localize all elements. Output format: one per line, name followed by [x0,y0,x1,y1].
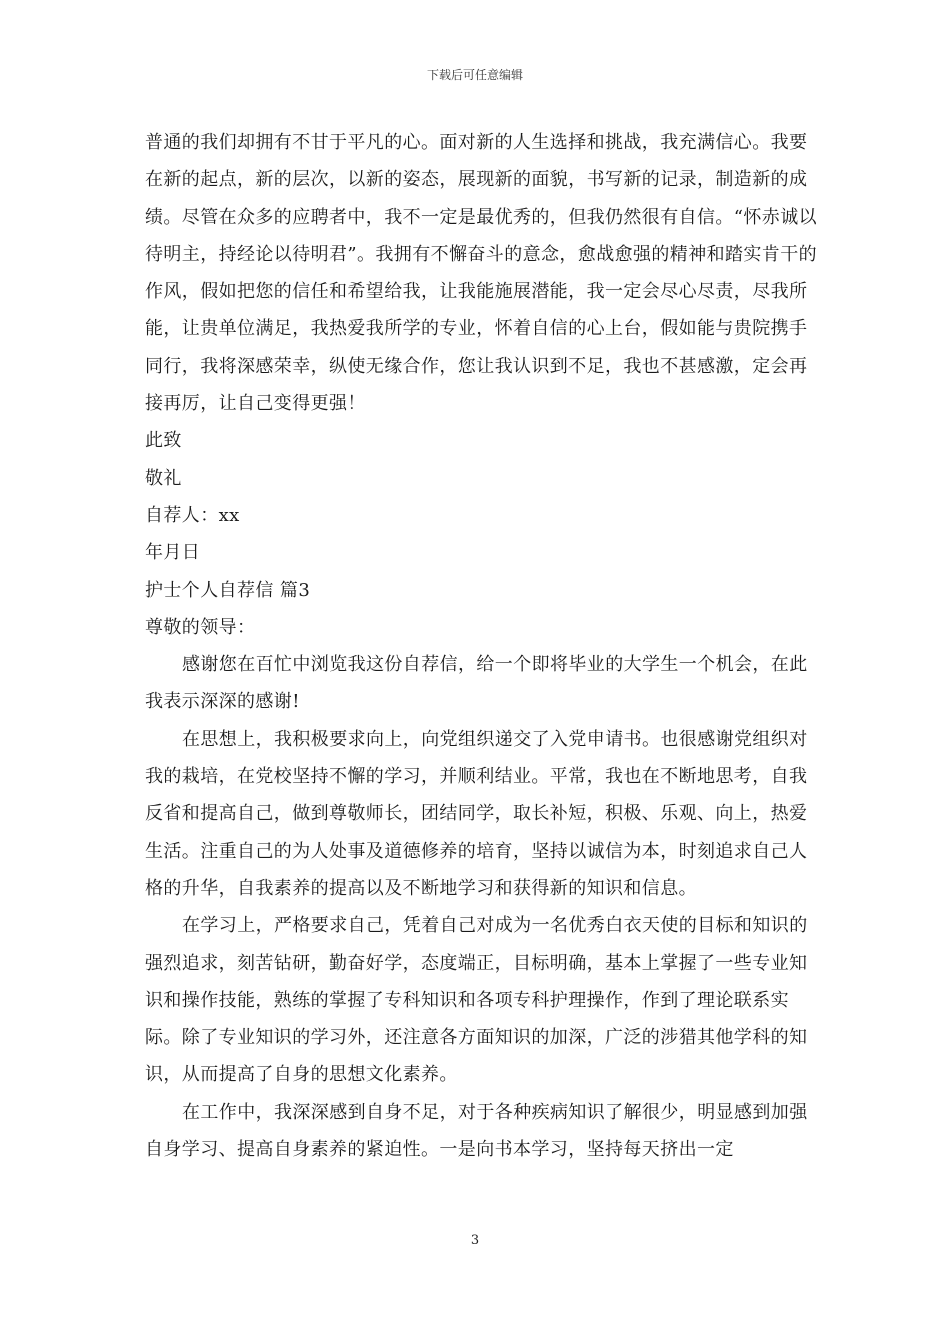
signature-line: 自荐人：xx [145,504,240,526]
paragraph-ideology: 在思想上，我积极要求向上，向党组织递交了入党申请书。也很感谢党组织对我的栽培，在党校坚持不懈的学习，并顺利结业。平常，我也在不断地思考，自我反省和提高自己，做到尊敬师长，团结同学，取长补短，积极、乐观、向上，热爱生活。注重自己的为人处事及道德修养的培育，坚持以诚信为本，时刻追求自己人格的升华，自我素养的提高以及不断地学习和获得新的知识和信息。 [145,728,808,899]
closing-salute: 敬礼 [145,467,182,489]
page-number: 3 [470,1233,480,1248]
page-header: 下载后可任意编辑 [426,68,523,82]
closing-regards: 此致 [145,430,182,452]
paragraph-work: 在工作中，我深深感到自身不足，对于各种疾病知识了解很少，明显感到加强自身学习、提高自身素养的紧迫性。一是向书本学习，坚持每天挤出一定 [145,1101,808,1161]
document-body [145,124,825,1168]
paragraph-confidence: 普通的我们却拥有不甘于平凡的心。面对新的人生选择和挑战，我充满信心。我要在新的起点，新的层次，以新的姿态，展现新的面貌，书写新的记录，制造新的成绩。尽管在众多的应聘者中，我不一定是最优秀的，但我仍然很有自信。“怀赤诚以待明主，持经论以待明君”。我拥有不懈奋斗的意念，愈战愈强的精神和踏实肯干的作风，假如把您的信任和希望给我，让我能施展潜能，我一定会尽心尽责，尽我所能，让贵单位满足，我热爱我所学的专业，怀着自信的心上台，假如能与贵院携手同行，我将深感荣幸，纵使无缘合作，您让我认识到不足，我也不甚感激，定会再接再厉，让自己变得更强！ [145,132,817,415]
paragraph-thanks: 感谢您在百忙中浏览我这份自荐信，给一个即将毕业的大学生一个机会，在此我表示深深的感谢! [145,654,808,713]
section-title: 护士个人自荐信 篇3 [145,579,311,601]
date-line: 年月日 [145,542,201,564]
paragraph-study: 在学习上，严格要求自己，凭着自己对成为一名优秀白衣天使的目标和知识的强烈追求，刻苦钻研，勤奋好学，态度端正，目标明确，基本上掌握了一些专业知识和操作技能，熟练的掌握了专科知识和各项专科护理操作，作到了理论联系实际。除了专业知识的学习外，还注意各方面知识的加深，广泛的涉猎其他学科的知识，从而提高了自身的思想文化素养。 [145,915,808,1086]
salutation: 尊敬的领导： [145,616,256,638]
